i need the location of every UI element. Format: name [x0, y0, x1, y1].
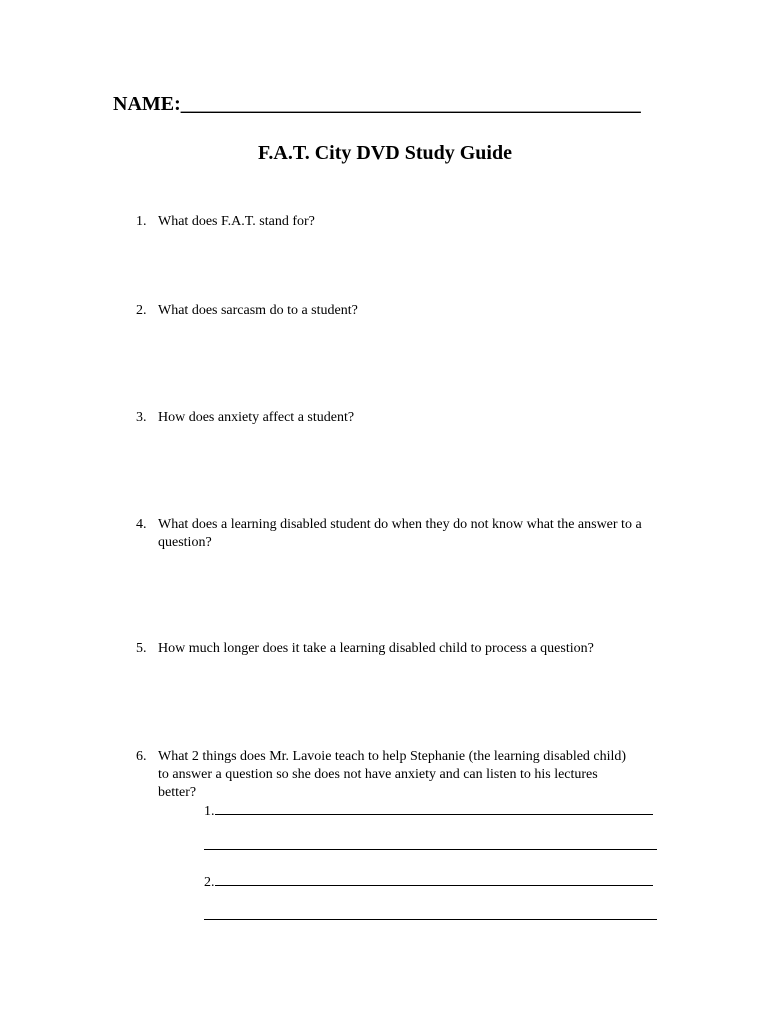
question-5 [136, 640, 666, 658]
question-6 [136, 748, 636, 802]
question-2 [136, 302, 666, 320]
question-1 [136, 213, 666, 231]
answer-2-line-2[interactable] [204, 907, 657, 920]
answer-2-field[interactable] [204, 873, 653, 892]
question-number: 2. [136, 303, 147, 318]
question-number: 6. [136, 749, 147, 764]
answer-2-label: 2. [204, 875, 215, 890]
answer-2-line[interactable] [215, 873, 653, 886]
name-field-label: NAME:______________________________________________ [113, 93, 641, 115]
question-text: How does anxiety affect a student? [158, 410, 355, 425]
answer-1-field[interactable] [204, 802, 653, 821]
answer-1-line[interactable] [215, 802, 653, 815]
question-text: What does F.A.T. stand for? [158, 214, 315, 229]
question-number: 1. [136, 214, 147, 229]
question-text: What 2 things does Mr. Lavoie teach to help Stephanie (the learning disabled child) to answer a question so she does not have anxiety and can listen to his lectures better? [158, 749, 627, 800]
answer-1-continuation[interactable] [204, 837, 657, 856]
answer-1-label: 1. [204, 804, 215, 819]
page-title: F.A.T. City DVD Study Guide [258, 142, 512, 164]
question-4 [136, 516, 666, 552]
question-3 [136, 409, 666, 427]
question-text: What does a learning disabled student do when they do not know what the answer to a question? [158, 517, 642, 550]
question-number: 3. [136, 410, 147, 425]
answer-1-line-2[interactable] [204, 837, 657, 850]
question-text: What does sarcasm do to a student? [158, 303, 358, 318]
question-text: How much longer does it take a learning disabled child to process a question? [158, 641, 594, 656]
answer-2-continuation[interactable] [204, 907, 657, 926]
question-number: 5. [136, 641, 147, 656]
question-number: 4. [136, 517, 147, 532]
